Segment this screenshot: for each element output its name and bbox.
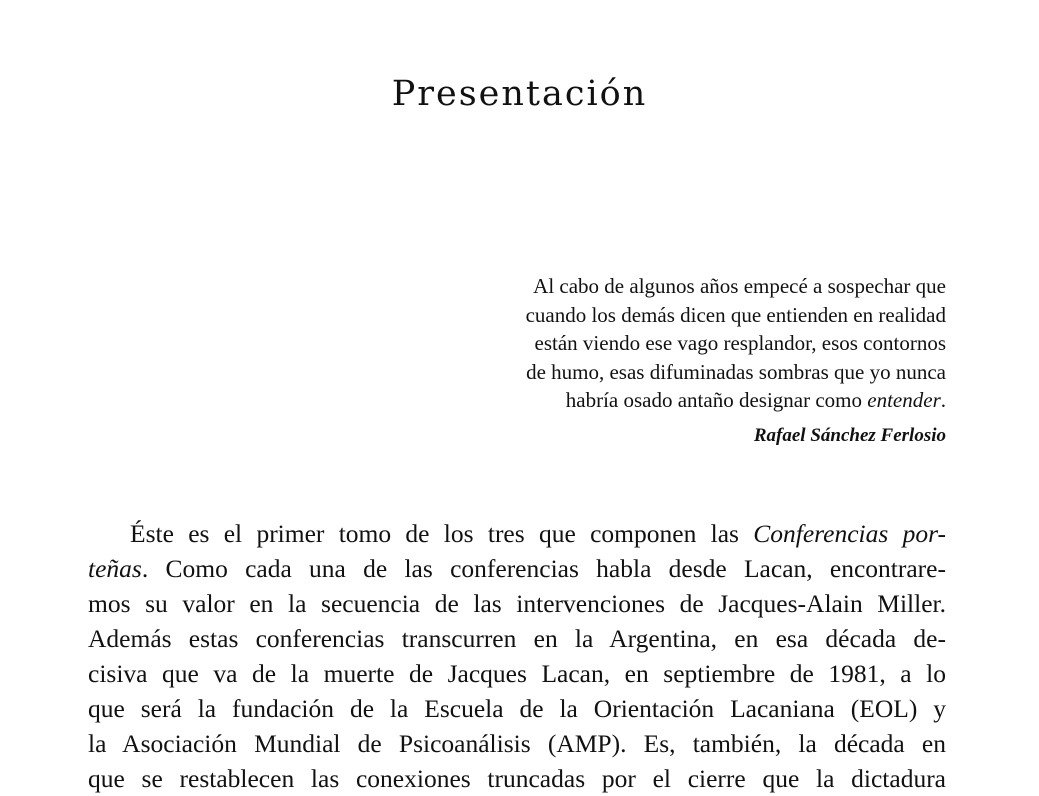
body-line: la Asociación Mundial de Psicoanálisis (AMP). Es, también, la década en — [88, 729, 946, 758]
epigraph-line: de humo, esas difuminadas sombras que yo nunca — [526, 359, 946, 384]
epigraph-line: están viendo ese vago resplandor, esos contornos — [534, 331, 946, 355]
body-line: que se restablecen las conexiones truncadas por el cierre que la dictadura — [88, 764, 946, 793]
body-text-run: Éste es el primer tomo de los tres que componen las — [130, 519, 754, 548]
book-title-emphasis: teñas — [88, 554, 142, 583]
body-line — [88, 551, 946, 586]
epigraph-line: Al cabo de algunos años empecé a sospechar que — [533, 274, 946, 298]
epigraph-emphasis: entender — [867, 388, 941, 412]
epigraph — [430, 272, 946, 450]
epigraph-final-punct: . — [940, 388, 946, 412]
body-line: cisiva que va de la muerte de Jacques Lacan, en septiembre de 1981, a lo — [88, 659, 946, 688]
body-line: Además estas conferencias transcurren en la Argentina, en esa década de- — [88, 624, 946, 653]
epigraph-line-last — [430, 386, 946, 415]
body-paragraph — [88, 516, 946, 796]
epigraph-line-text: habría osado antaño designar como — [565, 388, 868, 412]
body-text-run: . Como cada una de las conferencias habla desde Lacan, encontrare- — [141, 554, 946, 583]
epigraph-line: cuando los demás dicen que entienden en realidad — [525, 302, 946, 327]
chapter-title: Presentación — [391, 74, 648, 114]
epigraph-author: Rafael Sánchez Ferlosio — [753, 424, 946, 446]
body-line: mos su valor en la secuencia de las intervenciones de Jacques-Alain Miller. — [88, 589, 946, 618]
book-title-emphasis: Conferencias por- — [753, 519, 946, 548]
body-line: que será la fundación de la Escuela de la Orientación Lacaniana (EOL) y — [88, 694, 946, 723]
body-line — [88, 516, 946, 551]
